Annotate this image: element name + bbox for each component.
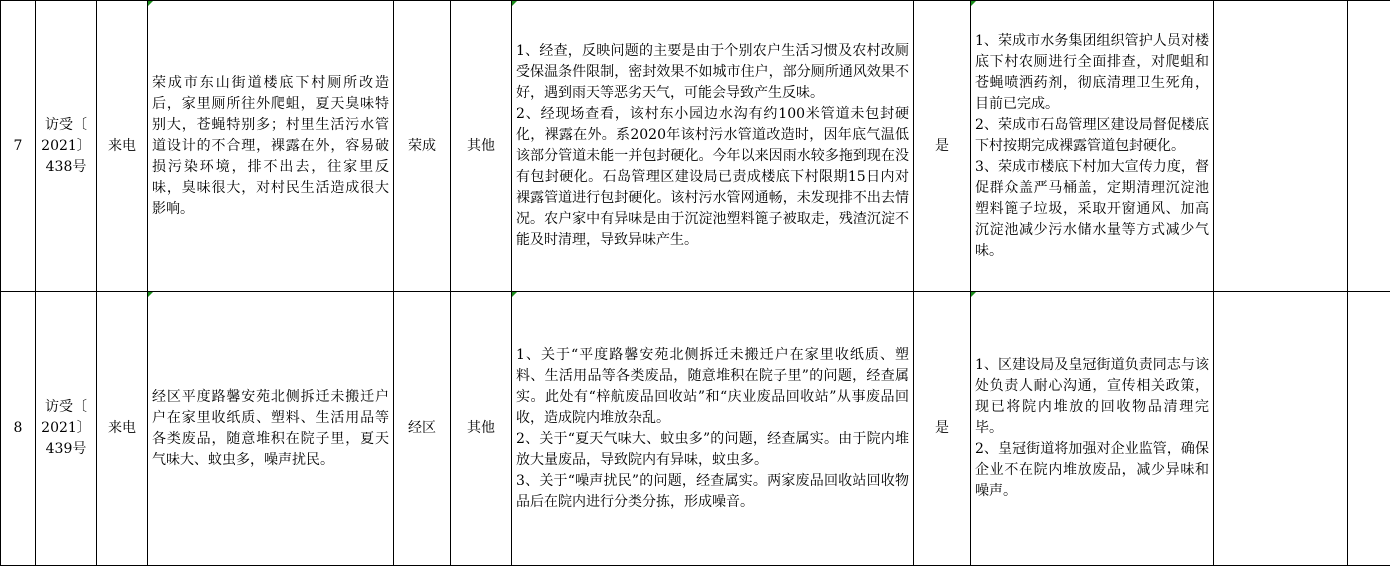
complaint-text: 经区平度路馨安苑北侧拆迁未搬迁户户在家里收纸质、塑料、生活用品等各类废品，随意堆积在院子里，夏天气味大、蚊虫多，噪声扰民。 — [152, 387, 389, 471]
channel: 来电 — [108, 420, 136, 436]
doc-number-line: 439号 — [40, 439, 92, 460]
finding-paragraph: 3、关于“噪声扰民”的问题，经查属实。两家废品回收站回收物品后在院内进行分类分拣，形成噪音。 — [516, 471, 909, 513]
doc-number-line: 2021〕 — [40, 418, 92, 439]
action-paragraph: 2、皇冠街道将加强对企业监管，确保企业不在院内堆放废品，减少异味和噪声。 — [975, 439, 1209, 502]
verified-flag: 是 — [935, 420, 949, 436]
row-index-cell — [1, 292, 36, 566]
finding-paragraph: 1、关于“平度路馨安苑北侧拆迁未搬迁户在家里收纸质、塑料、生活用品等各类废品，随意堆积在院子里”的问题，经查属实。此处有“梓航废品回收站”和“庆业废品回收站”从事废品回收，造成院内堆放杂乱。 — [516, 345, 909, 429]
finding-paragraph: 2、经现场查看，该村东小园边水沟有约100米管道未包封硬化，裸露在外。系2020年该村污水管道改造时，因年底气温低该部分管道未能一并包封硬化。今年以来因雨水较多拖到现在没有包封硬化。石岛管理区建设局已责成楼底下村限期15日内对裸露管道进行包封硬化。该村污水管网通畅，未发现排不出去情况。农户家中有异味是由于沉淀池塑料篦子被取走，残渣沉淀不能及时清理，导致异味产生。 — [516, 104, 909, 251]
channel-cell — [97, 1, 148, 292]
table-row — [1, 292, 1390, 566]
row-index: 7 — [14, 138, 23, 154]
verified-cell — [914, 1, 971, 292]
action-paragraph: 1、区建设局及皇冠街道负责同志与该处负责人耐心沟通，宣传相关政策，现已将院内堆放的回收物品清理完毕。 — [975, 355, 1209, 439]
action-paragraph: 3、荣成市楼底下村加大宣传力度，督促群众盖严马桶盖，定期清理沉淀池塑料篦子垃圾，采取开窗通风、加高沉淀池减少污水储水量等方式减少气味。 — [975, 157, 1209, 262]
empty-cell — [1348, 292, 1390, 566]
complaint-cell — [148, 292, 394, 566]
empty-cell — [1214, 292, 1348, 566]
complaint-cell — [148, 1, 394, 292]
category: 其他 — [467, 420, 495, 436]
finding-paragraph: 2、关于“夏天气味大、蚊虫多”的问题，经查属实。由于院内堆放大量废品，导致院内有异味，蚊虫多。 — [516, 429, 909, 471]
doc-number-line: 438号 — [40, 157, 92, 178]
findings-cell — [512, 292, 914, 566]
region: 经区 — [408, 420, 436, 436]
actions-cell — [971, 1, 1214, 292]
category: 其他 — [467, 138, 495, 154]
row-index-cell — [1, 1, 36, 292]
doc-number-cell — [36, 292, 97, 566]
category-cell — [451, 1, 512, 292]
region: 荣成 — [408, 138, 436, 154]
channel: 来电 — [108, 138, 136, 154]
actions-cell — [971, 292, 1214, 566]
channel-cell — [97, 292, 148, 566]
empty-cell — [1214, 1, 1348, 292]
action-paragraph: 2、荣成市石岛管理区建设局督促楼底下村按期完成裸露管道包封硬化。 — [975, 115, 1209, 157]
doc-number-line: 访受〔 — [40, 115, 92, 136]
doc-number-cell — [36, 1, 97, 292]
action-paragraph: 1、荣成市水务集团组织管护人员对楼底下村农厕进行全面排查，对爬蛆和苍蝇喷洒药剂，彻底清理卫生死角，目前已完成。 — [975, 31, 1209, 115]
doc-number-line: 2021〕 — [40, 136, 92, 157]
row-index: 8 — [14, 420, 23, 436]
table-row — [1, 1, 1390, 292]
complaint-text: 荣成市东山街道楼底下村厕所改造后，家里厕所往外爬蛆，夏天臭味特别大，苍蝇特别多；村里生活污水管道设计的不合理，裸露在外，容易破损污染环境，排不出去，往家里反味，臭味很大，对村民生活造成很大影响。 — [152, 73, 389, 220]
finding-paragraph: 1、经查，反映问题的主要是由于个别农户生活习惯及农村改厕受保温条件限制，密封效果不如城市住户，部分厕所通风效果不好，遇到雨天等恶劣天气，可能会导致产生反味。 — [516, 41, 909, 104]
verified-cell — [914, 292, 971, 566]
region-cell — [394, 292, 451, 566]
region-cell — [394, 1, 451, 292]
verified-flag: 是 — [935, 138, 949, 154]
findings-cell — [512, 1, 914, 292]
category-cell — [451, 292, 512, 566]
doc-number-line: 访受〔 — [40, 397, 92, 418]
empty-cell — [1348, 1, 1390, 292]
